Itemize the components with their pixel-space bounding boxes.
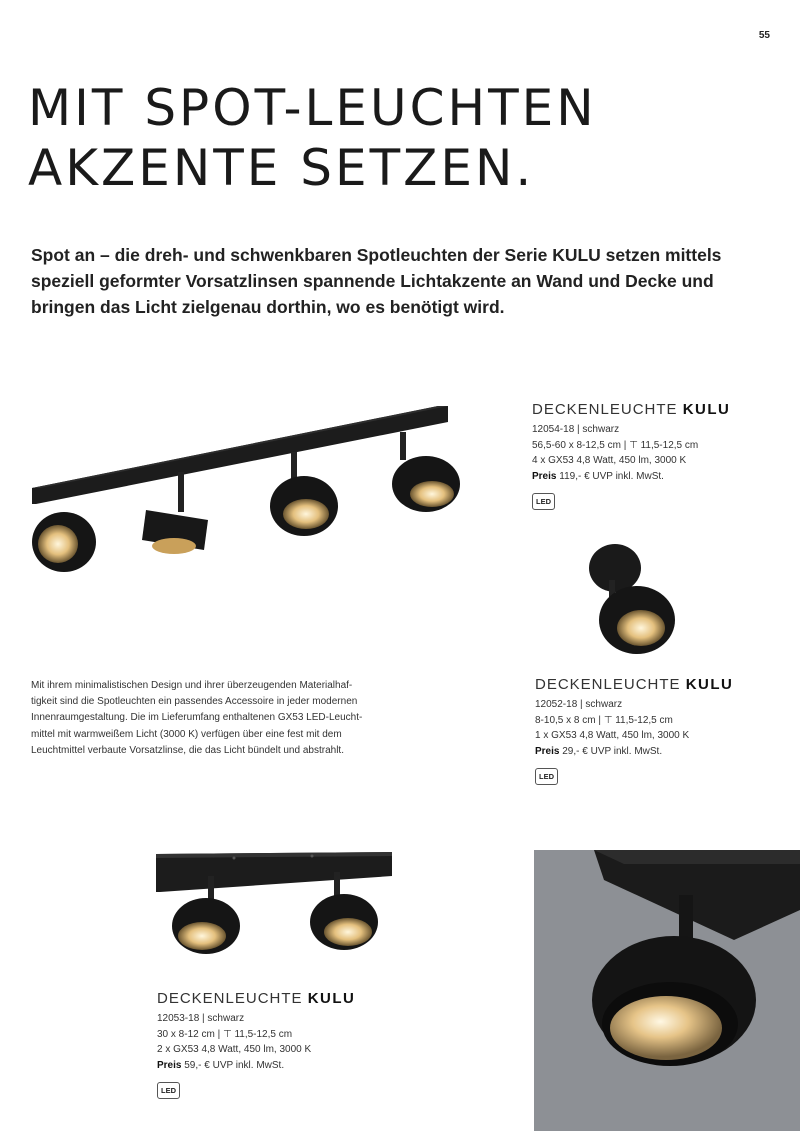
description-paragraph [31, 678, 401, 759]
product-info-12054-18 [532, 401, 730, 510]
price-label: Preis [157, 1059, 182, 1071]
page-headline [28, 78, 597, 198]
product-title-prefix: DECKENLEUCHTE [532, 401, 678, 418]
product-price-row [532, 469, 730, 485]
led-badge: LED [532, 493, 555, 510]
product-price-row [157, 1058, 355, 1074]
product-title-name: KULU [307, 990, 356, 1007]
led-badge: LED [535, 768, 558, 785]
price-label: Preis [532, 470, 557, 482]
product-article: 12054-18 | schwarz [532, 424, 620, 435]
led-badge: LED [157, 1082, 180, 1099]
product-info-12053-18 [157, 990, 355, 1099]
product-article: 12053-18 | schwarz [157, 1013, 245, 1024]
page-number: 55 [758, 30, 770, 41]
price-value: 119,- € UVP inkl. MwSt. [559, 470, 664, 482]
product-bulbs: 2 x GX53 4,8 Watt, 450 lm, 3000 K [157, 1044, 312, 1055]
headline-line: MIT SPOT-LEUCHTEN [28, 79, 597, 137]
product-title [535, 676, 733, 694]
description-line: Leuchtmittel verbaute Vorsatzlinse, die das Licht bündelt und abstrahlt. [31, 744, 344, 756]
product-info-12052-18 [535, 676, 733, 785]
description-line: Innenraumgestaltung. Die im Lieferumfang enthaltenen GX53 LED-Leucht- [31, 712, 363, 724]
product-image-4-spot [28, 398, 468, 578]
price-value: 29,- € UVP inkl. MwSt. [562, 745, 663, 757]
product-dimensions: 30 x 8-12 cm | ⊤ 11,5-12,5 cm [157, 1028, 293, 1040]
product-bulbs: 1 x GX53 4,8 Watt, 450 lm, 3000 K [535, 730, 690, 741]
product-title [157, 990, 355, 1008]
product-dimensions: 8-10,5 x 8 cm | ⊤ 11,5-12,5 cm [535, 714, 673, 726]
headline-line: AKZENTE SETZEN. [28, 139, 535, 197]
closeup-photo [534, 850, 800, 1131]
product-price-row [535, 744, 733, 760]
product-title-prefix: DECKENLEUCHTE [535, 676, 681, 693]
description-line: mittel mit warmweißem Licht (3000 K) verfügen über eine fest mit dem [31, 728, 342, 740]
intro-paragraph: Spot an – die dreh- und schwenkbaren Spotleuchten der Serie KULU setzen mittels speziell geformter Vorsatzlinsen spannende Lichtakzente an Wand und Decke und bringen das Licht zielgenau dorthin, wo es benötigt wird. [31, 245, 722, 317]
price-label: Preis [535, 745, 560, 757]
description-line: Mit ihrem minimalistischen Design und ihrer überzeugenden Materialhaf- [31, 680, 353, 691]
product-title-name: KULU [682, 401, 731, 418]
description-line: tigkeit sind die Spotleuchten ein passendes Accessoire in jeder modernen [31, 696, 358, 708]
product-bulbs: 4 x GX53 4,8 Watt, 450 lm, 3000 K [532, 455, 687, 466]
product-title [532, 401, 730, 419]
product-image-1-spot [585, 540, 685, 660]
closeup-spot-illustration [534, 850, 800, 1131]
product-article: 12052-18 | schwarz [535, 699, 623, 710]
product-image-2-spot [152, 848, 397, 960]
product-title-prefix: DECKENLEUCHTE [157, 990, 303, 1007]
price-value: 59,- € UVP inkl. MwSt. [184, 1059, 285, 1071]
product-dimensions: 56,5-60 x 8-12,5 cm | ⊤ 11,5-12,5 cm [532, 439, 699, 451]
product-title-name: KULU [685, 676, 734, 693]
